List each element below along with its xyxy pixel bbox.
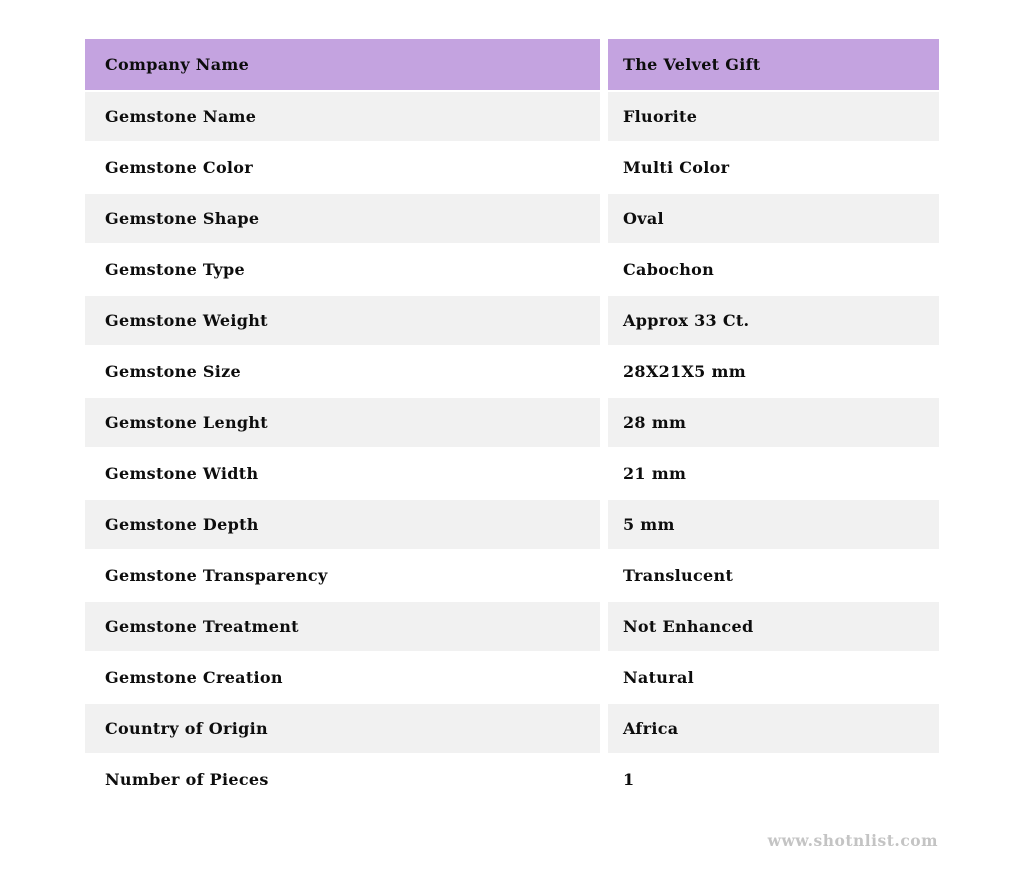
row-label: Gemstone Transparency: [85, 551, 600, 600]
row-label: Gemstone Treatment: [85, 602, 600, 651]
row-value: Natural: [608, 653, 939, 702]
table-row: [85, 245, 939, 294]
table-row: [85, 194, 939, 243]
row-value: Not Enhanced: [608, 602, 939, 651]
row-label: Gemstone Size: [85, 347, 600, 396]
row-label: Gemstone Color: [85, 143, 600, 192]
row-value: Cabochon: [608, 245, 939, 294]
row-value: Translucent: [608, 551, 939, 600]
watermark-text: www.shotnlist.com: [767, 831, 938, 850]
table-header-row: [85, 39, 939, 90]
row-value: 21 mm: [608, 449, 939, 498]
row-value: 1: [608, 755, 939, 804]
row-value: Fluorite: [608, 92, 939, 141]
table-row: [85, 500, 939, 549]
row-label: Gemstone Weight: [85, 296, 600, 345]
table-row: [85, 398, 939, 447]
row-label: Gemstone Depth: [85, 500, 600, 549]
table-row: [85, 602, 939, 651]
table-row: [85, 704, 939, 753]
row-label: Gemstone Type: [85, 245, 600, 294]
table-row: [85, 296, 939, 345]
header-value-cell: The Velvet Gift: [608, 39, 939, 90]
row-label: Gemstone Name: [85, 92, 600, 141]
table-row: [85, 143, 939, 192]
row-value: Multi Color: [608, 143, 939, 192]
header-label-cell: Company Name: [85, 39, 600, 90]
row-value: 5 mm: [608, 500, 939, 549]
row-label: Country of Origin: [85, 704, 600, 753]
row-label: Gemstone Lenght: [85, 398, 600, 447]
row-label: Gemstone Shape: [85, 194, 600, 243]
table-row: [85, 449, 939, 498]
row-label: Number of Pieces: [85, 755, 600, 804]
row-label: Gemstone Width: [85, 449, 600, 498]
table-row: [85, 347, 939, 396]
table-row: [85, 551, 939, 600]
row-value: Approx 33 Ct.: [608, 296, 939, 345]
row-value: 28X21X5 mm: [608, 347, 939, 396]
row-value: 28 mm: [608, 398, 939, 447]
table-row: [85, 653, 939, 702]
table-row: [85, 92, 939, 141]
table-row: [85, 755, 939, 804]
gemstone-spec-table: [85, 39, 939, 806]
row-label: Gemstone Creation: [85, 653, 600, 702]
row-value: Oval: [608, 194, 939, 243]
row-value: Africa: [608, 704, 939, 753]
